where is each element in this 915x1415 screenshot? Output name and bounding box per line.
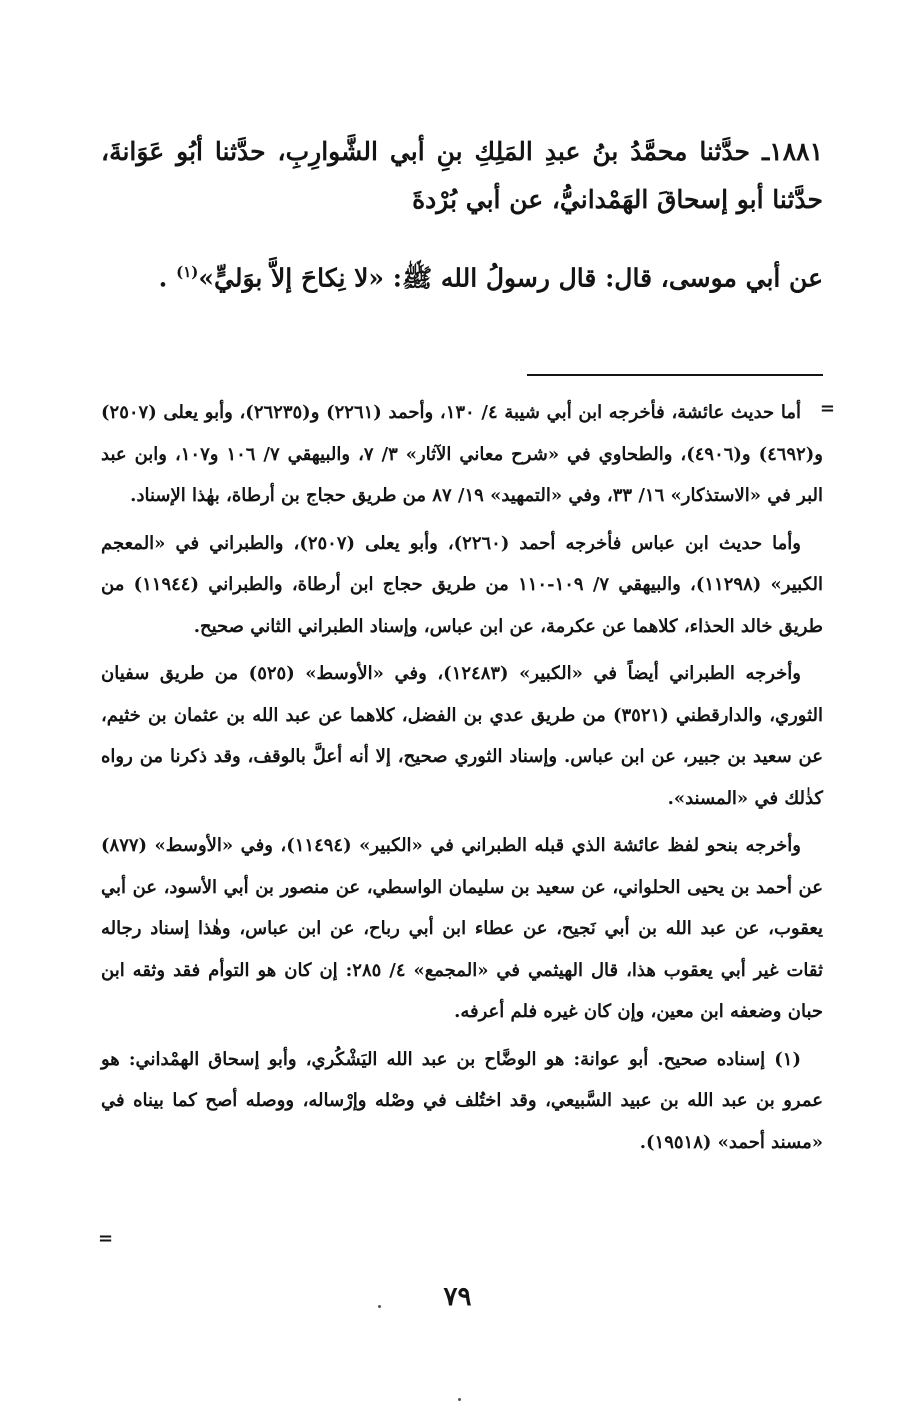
footnote-paragraph-aisha: أما حديث عائشة، فأخرجه ابن أبي شيبة ٤/ ١٣٠، وأحمد (٢٢٦١) و(٢٦٢٣٥)، وأبو يعلى (٢٥٠٧) و(٤٦٩٢) و(٤٩٠٦)، والطحاوي في «شرح معاني الآثار» ٣/ ٧، والبيهقي ٧/ ١٠٦ و١٠٧، وابن عبد البر في «الاستذكار» ١٦/ ٣٣، وفي «التمهيد» ١٩/ ٨٧ من طريق حجاج بن أرطاة، بهٰذا الإسناد. <box>101 402 823 506</box>
footnote-paragraph-ibn-abbas: وأما حديث ابن عباس فأخرجه أحمد (٢٢٦٠)، وأبو يعلى (٢٥٠٧)، والطبراني في «المعجم الكبير» (١١٢٩٨)، والبيهقي ٧/ ١٠٩-١١٠ من طريق حجاج ابن أرطاة، والطبراني (١١٩٤٤) من طريق خالد الحذاء، كلاهما عن عكرمة، عن ابن عباس، وإسناد الطبراني الثاني صحيح. <box>101 532 823 637</box>
hadith-matn-text: عن أبي موسى، قال: قال رسولُ الله ﷺ: «لا نِكاحَ إلاَّ بوَليٍّ» <box>198 263 823 293</box>
footnote-separator-rule <box>527 374 823 376</box>
continuation-mark-bottom: = <box>98 1228 114 1249</box>
hadith-text <box>101 128 823 320</box>
hadith-end-mark: . <box>158 263 168 293</box>
hadith-chain: ١٨٨١ـ حدَّثنا محمَّدُ بنُ عبدِ المَلِكِ بنِ أبي الشَّوارِبِ، حدَّثنا أبُو عَوَانةَ، حدَّثنا أبو إسحاقَ الهَمْدانيُّ، عن أبي بُرْدةَ <box>101 137 823 214</box>
footnote-reference: (١) <box>176 263 199 281</box>
scan-speck <box>378 1305 381 1308</box>
page-number: ٧٩ <box>443 1282 472 1312</box>
continuation-mark-top: = <box>819 398 835 419</box>
hadith-matn <box>101 248 823 302</box>
footnotes-section <box>101 392 823 1169</box>
footnote-paragraph-tabarani-2: وأخرجه بنحو لفظ عائشة الذي قبله الطبراني في «الكبير» (١١٤٩٤)، وفي «الأوسط» (٨٧٧) عن أحمد بن يحيى الحلواني، عن سعيد بن سليمان الواسطي، عن منصور بن أبي الأسود، عن أبي يعقوب، عن عبد الله بن أبي نَجيح، عن عطاء ابن أبي رباح، عن ابن عباس، وهٰذا إسناد رجاله ثقات غير أبي يعقوب هذا، قال الهيثمي في «المجمع» ٤/ ٢٨٥: إن كان هو التوأم فقد وثقه ابن حبان وضعفه ابن معين، وإن كان غيره فلم أعرفه. <box>101 835 824 1022</box>
footnote-1: (١) إسناده صحيح. أبو عوانة: هو الوضَّاح بن عبد الله اليَشْكُري، وأبو إسحاق الهمْداني: هو عمرو بن عبد الله بن عبيد السَّبيعي، وقد اختُلف في وصْله وإرْساله، ووصله أصح كما بيناه في «مسند أحمد» (١٩٥١٨). <box>101 1048 823 1153</box>
footnote-paragraph-tabarani: وأخرجه الطبراني أيضاً في «الكبير» (١٢٤٨٣)، وفي «الأوسط» (٥٢٥) من طريق سفيان الثوري، والدارقطني (٣٥٢١) من طريق عدي بن الفضل، كلاهما عن عبد الله بن عثمان بن خثيم، عن سعيد بن جبير، عن ابن عباس. وإسناد الثوري صحيح، إلا أنه أعلَّ بالوقف، وقد ذكرنا من رواه كذٰلك في «المسند». <box>101 663 824 809</box>
scan-speck <box>458 1398 461 1401</box>
